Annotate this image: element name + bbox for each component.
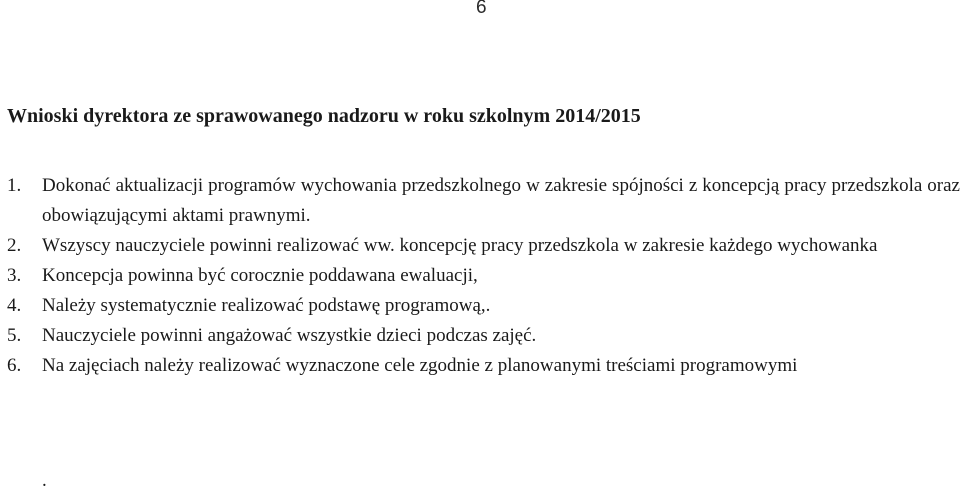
item-text: Nauczyciele powinni angażować wszystkie dzieci podczas zajęć. [42, 325, 537, 346]
item-number: 5. [7, 325, 22, 346]
trailing-period: . [42, 470, 47, 491]
item-number: 6. [7, 355, 22, 376]
list-item-3 [7, 261, 960, 291]
list-item-6 [7, 351, 960, 381]
item-number: 3. [7, 265, 22, 286]
item-text: Koncepcja powinna być corocznie poddawana ewaluacji, [42, 265, 478, 286]
item-text: Należy systematycznie realizować podstawę programową,. [42, 295, 491, 316]
item-number: 4. [7, 295, 22, 316]
item-number: 2. [7, 235, 22, 256]
list-item-5 [7, 321, 960, 351]
item-text: Na zajęciach należy realizować wyznaczone cele zgodnie z planowanymi treściami programowymi [42, 355, 798, 376]
list-item-2 [7, 231, 960, 261]
list-item-1 [7, 171, 960, 231]
conclusions-list [7, 171, 960, 381]
item-text: Wszyscy nauczyciele powinni realizować ww. koncepcję pracy przedszkola w zakresie każdego wychowanka [42, 235, 878, 256]
list-item-4 [7, 291, 960, 321]
item-number: 1. [7, 175, 22, 196]
item-text: Dokonać aktualizacji programów wychowania przedszkolnego w zakresie spójności z koncepcją pracy przedszkola oraz obowiązującymi aktami prawnymi. [42, 175, 960, 226]
document-heading: Wnioski dyrektora ze sprawowanego nadzoru w roku szkolnym 2014/2015 [7, 105, 641, 127]
page-number: 6 [476, 0, 487, 18]
